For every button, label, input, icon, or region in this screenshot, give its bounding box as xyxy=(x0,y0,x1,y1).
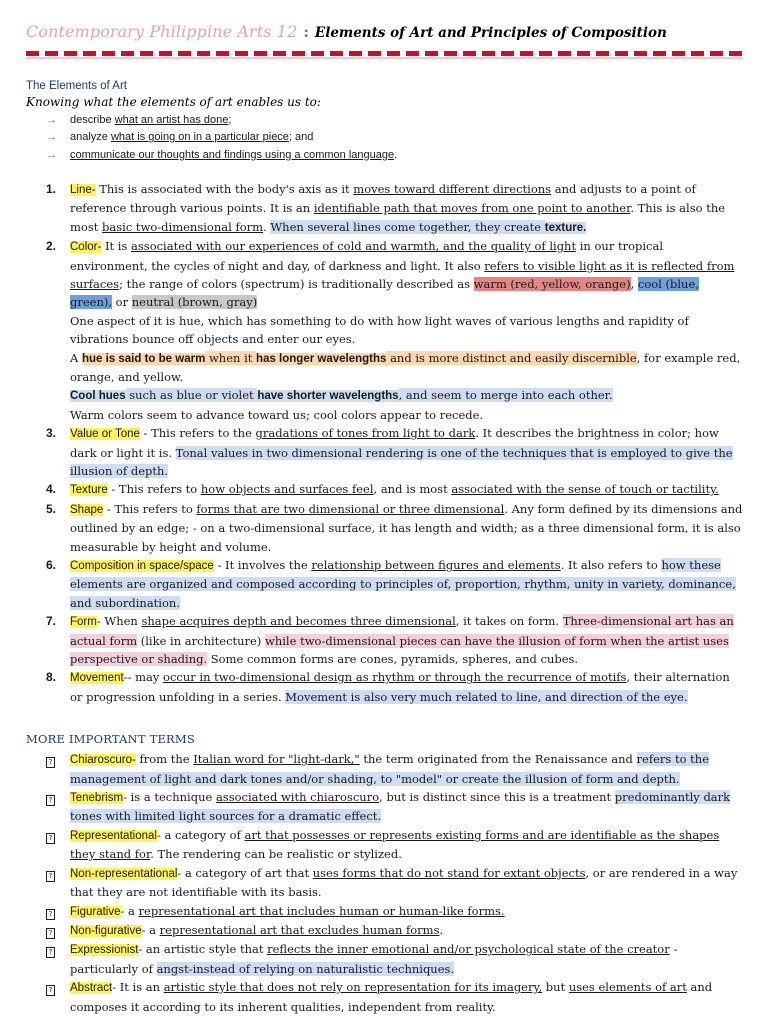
text-segment: . Any form defined by its dimensions and outlined by an edge; - on a two-dimensional surface, it has length and width; as a three dimensional form, it is also measurable by height and volume. xyxy=(70,501,743,554)
text-segment: have shorter wavelengths xyxy=(257,390,399,403)
item-term: Value or Tone xyxy=(70,428,140,441)
text-segment: -- may xyxy=(123,670,164,685)
missing-glyph-box xyxy=(26,826,70,864)
text-segment: basic two-dimensional form xyxy=(102,219,264,234)
text-segment: how objects and surfaces feel xyxy=(200,482,374,497)
term-item xyxy=(26,940,744,978)
term-item xyxy=(26,902,744,921)
element-item xyxy=(26,480,744,499)
term-name: Tenebrism xyxy=(70,792,124,805)
item-paragraph xyxy=(70,480,744,499)
term-item xyxy=(26,826,744,864)
text-segment: refers to the management of light and dark tones and/or shading, to "model" or create the illusion of form and depth. xyxy=(70,752,710,786)
item-term: Texture xyxy=(70,484,108,497)
text-segment: and composes it according to its inherent qualities, independent from reality. xyxy=(70,980,713,1014)
text-segment: shape acquires depth and becomes three dimensional xyxy=(141,614,456,629)
text-segment: When several lines come together, they create xyxy=(270,219,545,234)
item-paragraph xyxy=(70,668,744,706)
section-title-elements: The Elements of Art xyxy=(26,80,127,92)
term-name: Representational xyxy=(70,829,157,842)
text-segment: - a category of xyxy=(156,827,245,842)
item-paragraph xyxy=(70,500,744,556)
box-glyph-icon: ? xyxy=(46,757,55,768)
text-segment: representational art that includes human or human-like forms. xyxy=(138,903,505,918)
text-segment: associated with the sense of touch or tactility. xyxy=(451,482,719,497)
text-segment: - When xyxy=(96,614,142,629)
item-number: 2. xyxy=(46,239,57,254)
missing-glyph-box xyxy=(26,978,70,1016)
text-segment: in our tropical environment, the cycles of night and day, of darkness and light. It also xyxy=(70,239,664,273)
item-body xyxy=(70,180,744,237)
term-name: Expressionist xyxy=(70,944,139,957)
text-segment: - This refers to xyxy=(107,482,201,497)
text-segment: . It also refers to xyxy=(560,558,662,573)
text-segment: Tonal values in two dimensional rendering is one of the techniques that is employed to give the illusion of depth. xyxy=(70,445,733,478)
term-name: Abstract xyxy=(70,982,113,995)
text-segment: , or are rendered in a way that they are not identifiable with its basis. xyxy=(70,865,738,900)
element-item xyxy=(26,612,744,668)
term-name: Non-figurative xyxy=(70,924,142,937)
text-segment: Italian word for "light-dark," xyxy=(193,752,360,767)
missing-glyph-box xyxy=(26,902,70,921)
text-segment: warm (red, yellow, orange) xyxy=(473,276,631,291)
text-segment: - a category of art that xyxy=(177,865,313,880)
purpose-item xyxy=(46,147,744,164)
section-title-more-terms: MORE IMPORTANT TERMS xyxy=(26,732,195,747)
item-paragraph xyxy=(70,312,744,349)
item-paragraph xyxy=(70,424,744,480)
term-item xyxy=(26,921,744,940)
term-name: Chiaroscuro- xyxy=(70,754,136,767)
term-name: Figurative xyxy=(70,905,121,918)
item-term: Color- xyxy=(70,241,102,254)
text-segment: relationship between figures and elements xyxy=(311,558,561,573)
box-glyph-icon: ? xyxy=(46,871,55,882)
item-number: 7. xyxy=(46,614,57,629)
text-segment: artistic style that does not rely on representation for its imagery, xyxy=(163,980,543,995)
missing-glyph-box xyxy=(26,750,70,788)
elements-list xyxy=(26,180,744,706)
text-segment: but xyxy=(542,980,569,995)
text-segment: the term originated from the Renaissance and xyxy=(359,752,637,767)
text-segment: It is xyxy=(101,239,132,254)
element-item xyxy=(26,500,744,556)
arrow-icon: → xyxy=(46,114,57,126)
purpose-text-pre: describe xyxy=(70,114,115,126)
subject-title: Contemporary Philippine Arts 12 xyxy=(26,22,298,41)
text-segment: uses forms that do not stand for extant objects xyxy=(312,865,586,880)
element-item xyxy=(26,668,744,706)
text-segment: reflects the inner emotional and/or psychological state of the creator xyxy=(267,942,670,957)
text-segment: and adjusts to a point of reference through various points. It is an xyxy=(70,181,696,216)
text-segment: This is associated with the body's axis as it xyxy=(95,181,354,196)
arrow-icon: → xyxy=(46,131,57,144)
item-paragraph xyxy=(70,180,744,237)
item-number: 8. xyxy=(46,670,57,685)
item-number: 5. xyxy=(46,501,57,516)
item-body xyxy=(70,500,744,556)
text-segment: Three-dimensional art has an actual form xyxy=(70,614,734,648)
purpose-text xyxy=(70,112,231,129)
item-term: Movement xyxy=(70,672,124,685)
text-segment: neutral (brown, gray) xyxy=(131,295,258,310)
missing-glyph-box xyxy=(26,864,70,902)
text-segment: , it takes on form. xyxy=(455,614,563,629)
term-item xyxy=(26,750,744,788)
text-segment: . It describes the brightness in color; how dark or light it is. xyxy=(70,426,719,460)
text-segment: - It involves the xyxy=(213,558,312,573)
text-segment: , and is most xyxy=(373,482,452,497)
intro-text: Knowing what the elements of art enables us to: xyxy=(26,95,321,109)
purpose-text xyxy=(70,147,397,164)
text-segment: cool (blue, green), xyxy=(70,276,699,310)
term-body xyxy=(70,940,744,978)
text-segment: occur in two-dimensional design as rhythm or through the recurrence of motifs xyxy=(163,670,627,685)
item-body xyxy=(70,612,744,668)
purpose-text-underlined: communicate our thoughts and findings using a common language xyxy=(70,148,395,161)
text-segment: - a xyxy=(120,903,139,918)
text-segment: - an artistic style that xyxy=(138,942,268,957)
text-segment: texture. xyxy=(544,221,587,234)
term-body xyxy=(70,902,744,921)
item-body xyxy=(70,556,744,612)
arrow-icon: → xyxy=(46,148,57,161)
text-segment: identifiable path that moves from one point to another xyxy=(313,201,631,216)
text-segment: angst-instead of relying on naturalistic techniques. xyxy=(156,961,455,976)
text-segment: - a xyxy=(141,922,160,937)
term-name: Non-representational xyxy=(70,867,178,880)
text-segment: when it xyxy=(205,350,257,365)
box-glyph-icon: ? xyxy=(46,909,55,920)
item-body xyxy=(70,424,744,480)
element-item xyxy=(26,556,744,612)
term-item xyxy=(26,864,744,902)
purpose-text xyxy=(70,129,313,146)
purpose-text-post: ; and xyxy=(288,131,314,144)
terms-list xyxy=(26,750,744,1016)
header-dashed-rule xyxy=(26,51,743,56)
purpose-item xyxy=(46,129,744,146)
text-segment: such as blue or violet xyxy=(125,388,258,403)
page-header xyxy=(26,0,744,50)
text-segment: Some common forms are cones, pyramids, spheres, and cubes. xyxy=(207,652,579,667)
box-glyph-icon: ? xyxy=(46,985,55,996)
term-item xyxy=(26,978,744,1016)
element-item xyxy=(26,237,744,424)
header-separator: : xyxy=(303,23,309,41)
text-segment: Cool hues xyxy=(70,390,126,403)
document-title: Elements of Art and Principles of Composition xyxy=(314,25,667,41)
text-segment: uses elements of art xyxy=(568,980,687,995)
text-segment: from the xyxy=(135,752,194,767)
text-segment: representational art that excludes human forms xyxy=(159,922,440,937)
text-segment: A xyxy=(70,350,82,365)
purpose-text-post: . xyxy=(394,148,398,161)
missing-glyph-box xyxy=(26,940,70,978)
text-segment: while two-dimensional pieces can have the illusion of form when the artist uses perspective or shading. xyxy=(70,633,729,667)
item-paragraph xyxy=(70,406,744,424)
box-glyph-icon: ? xyxy=(46,833,55,844)
missing-glyph-box xyxy=(26,921,70,940)
purpose-text-underlined: what is going on in a particular piece xyxy=(110,131,289,144)
text-segment: . This is also the most xyxy=(70,201,726,234)
purpose-list xyxy=(26,112,744,164)
term-item xyxy=(26,788,744,826)
text-segment: forms that are two dimensional or three dimensional xyxy=(196,501,505,516)
purpose-item xyxy=(46,112,744,129)
item-paragraph xyxy=(70,386,744,405)
text-segment: associated with our experiences of cold and warmth, and the quality of light xyxy=(131,239,577,254)
item-paragraph xyxy=(70,349,744,387)
text-segment: , and seem to merge into each other. xyxy=(398,388,613,403)
text-segment: - particularly of xyxy=(70,942,678,976)
item-number: 1. xyxy=(46,181,57,196)
item-paragraph xyxy=(70,612,744,668)
text-segment: art that possesses or represents existing forms and are identifiable as the shapes they stand for xyxy=(70,827,720,862)
element-item xyxy=(26,180,744,237)
text-segment: . xyxy=(263,219,271,234)
element-item xyxy=(26,424,744,480)
text-segment: , their alternation or progression unfolding in a series. xyxy=(70,670,730,704)
box-glyph-icon: ? xyxy=(46,928,55,939)
text-segment: hue is said to be warm xyxy=(81,352,206,365)
purpose-text-underlined: what an artist has done xyxy=(114,114,229,126)
text-segment: , but is distinct since this is a treatment xyxy=(379,790,615,805)
item-body xyxy=(70,668,744,706)
term-body xyxy=(70,826,744,864)
term-body xyxy=(70,921,744,940)
text-segment: Movement is also very much related to line, and direction of the eye. xyxy=(285,689,688,704)
item-paragraph xyxy=(70,556,744,612)
purpose-text-pre: analyze xyxy=(70,131,111,144)
text-segment: gradations of tones from light to dark xyxy=(255,426,476,441)
text-segment: One aspect of it is hue, which has something to do with how light waves of various lengths and rapidity of vibrations bounce off objects and enter our eyes. xyxy=(70,313,689,347)
purpose-text-post: ; xyxy=(228,114,232,126)
term-body xyxy=(70,978,744,1016)
item-body xyxy=(70,237,744,424)
item-number: 4. xyxy=(46,482,57,497)
text-segment: Warm colors seem to advance toward us; cool colors appear to recede. xyxy=(70,407,484,422)
missing-glyph-box xyxy=(26,788,70,826)
text-segment: (like in architecture) xyxy=(137,633,265,648)
text-segment: predominantly dark tones with limited light sources for a dramatic effect. xyxy=(70,790,731,824)
item-body xyxy=(70,480,744,499)
text-segment: , xyxy=(630,276,638,291)
term-body xyxy=(70,750,744,788)
term-body xyxy=(70,864,744,902)
text-segment: or xyxy=(112,295,132,310)
item-term: Line- xyxy=(70,183,96,196)
item-paragraph xyxy=(70,237,744,312)
text-segment: associated with chiaroscuro xyxy=(215,790,380,805)
text-segment: moves toward different directions xyxy=(353,181,552,196)
text-segment: - This refers to the xyxy=(139,426,256,441)
text-segment: - is a technique xyxy=(123,790,216,805)
text-segment: . xyxy=(439,922,444,937)
term-body xyxy=(70,788,744,826)
text-segment: and is more distinct and easily discernible xyxy=(386,350,637,365)
header-underline xyxy=(26,57,743,59)
text-segment: how these elements are organized and composed according to principles of, proportion, rhythm, unity in variety, dominance, and subordination. xyxy=(70,558,736,610)
text-segment: . The rendering can be realistic or stylized. xyxy=(150,847,402,862)
item-number: 3. xyxy=(46,426,57,441)
text-segment: - It is an xyxy=(112,980,164,995)
text-segment: refers to visible light as it is reflected from surfaces xyxy=(70,258,735,291)
box-glyph-icon: ? xyxy=(46,795,55,806)
box-glyph-icon: ? xyxy=(46,947,55,958)
item-term: Form xyxy=(70,616,97,629)
text-segment: has longer wavelengths xyxy=(256,352,387,365)
item-number: 6. xyxy=(46,558,57,573)
item-term: Composition in space/space xyxy=(70,560,214,573)
item-term: Shape xyxy=(70,503,104,516)
text-segment: ; the range of colors (spectrum) is traditionally described as xyxy=(119,276,474,291)
text-segment: - This refers to xyxy=(103,501,197,516)
text-segment: , for example red, orange, and yellow. xyxy=(70,350,741,384)
